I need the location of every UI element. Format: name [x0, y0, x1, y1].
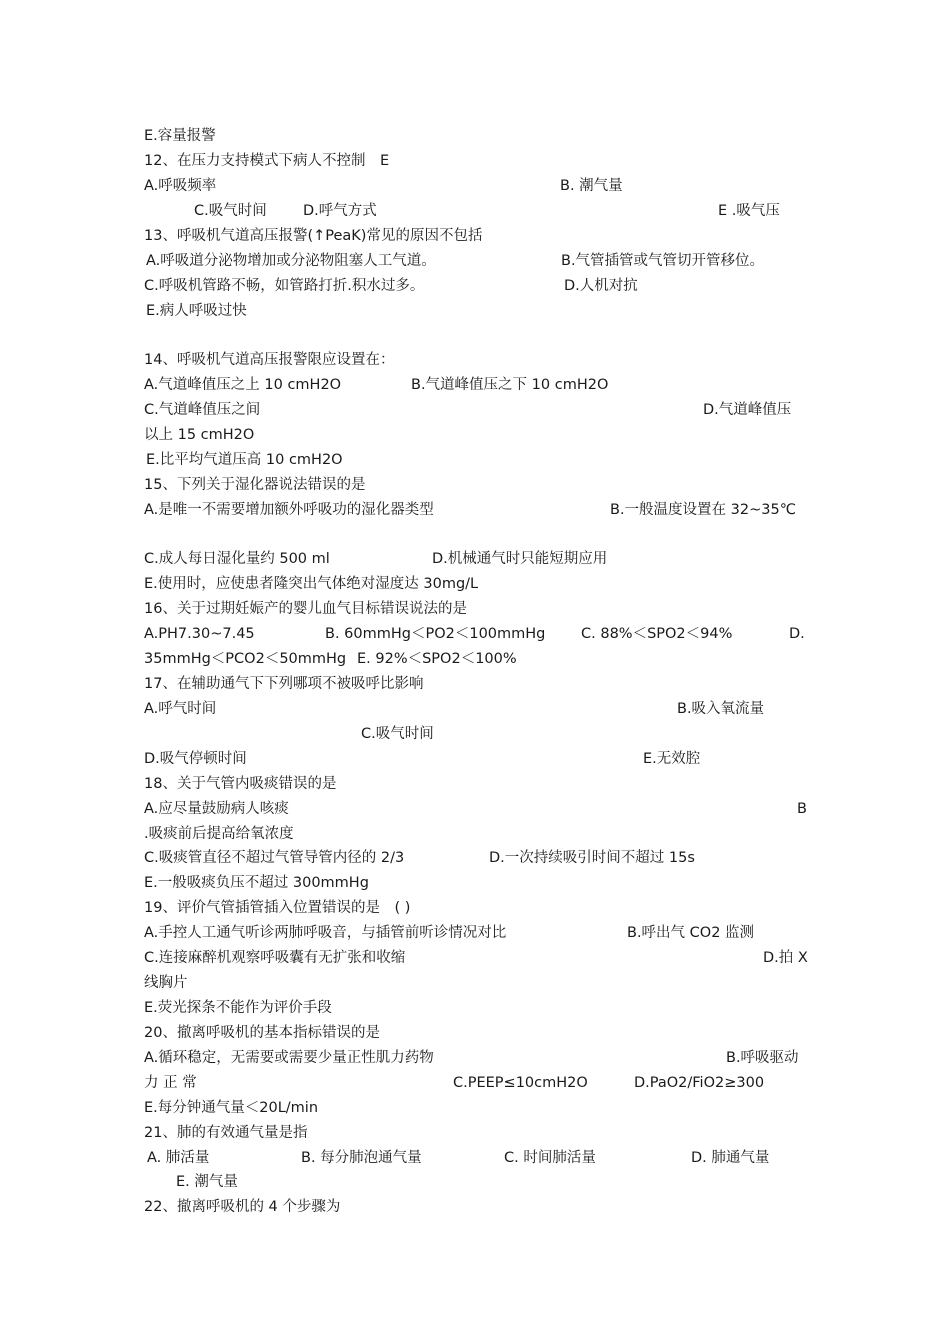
text-line: B.呼出气 CO2 监测: [627, 925, 755, 941]
text-line: 线胸片: [144, 975, 188, 991]
text-line: A.呼吸频率: [144, 178, 217, 194]
text-line: B.气管插管或气管切开管移位。: [561, 253, 765, 269]
text-line: E.病人呼吸过快: [146, 303, 247, 319]
text-line: E.容量报警: [144, 128, 216, 144]
text-line: 12、在压力支持模式下病人不控制 E: [144, 153, 390, 169]
text-line: C. 时间肺活量: [504, 1150, 596, 1166]
text-line: 18、关于气管内吸痰错误的是: [144, 776, 337, 792]
text-line: D.一次持续吸引时间不超过 15s: [489, 850, 695, 866]
text-line: 22、撤离呼吸机的 4 个步骤为: [144, 1199, 341, 1215]
text-line: B. 潮气量: [560, 178, 623, 194]
text-line: A.PH7.30~7.45: [144, 626, 255, 642]
text-line: A.手控人工通气听诊两肺呼吸音，与插管前听诊情况对比: [144, 925, 507, 941]
text-line: B. 每分肺泡通气量: [301, 1150, 422, 1166]
text-line: B.一般温度设置在 32~35℃: [610, 502, 797, 518]
text-line: E.一般吸痰负压不超过 300mmHg: [144, 875, 369, 891]
text-line: 力 正 常: [144, 1075, 197, 1091]
text-line: C.吸气时间: [361, 726, 434, 742]
text-line: A.呼吸道分泌物增加或分泌物阻塞人工气道。: [146, 253, 436, 269]
text-line: B.气道峰值压之下 10 cmH2O: [411, 377, 609, 393]
text-line: 以上 15 cmH2O: [144, 427, 255, 443]
text-line: E.每分钟通气量＜20L/min: [144, 1100, 319, 1116]
text-line: E.使用时，应使患者隆突出气体绝对湿度达 30mg/L: [144, 576, 479, 592]
text-line: E. 92%＜SPO2＜100%: [357, 651, 517, 667]
text-line: B.呼吸驱动: [726, 1050, 799, 1066]
text-line: C.PEEP≤10cmH2O: [453, 1075, 588, 1091]
text-line: D.吸气停顿时间: [144, 751, 247, 767]
text-line: E .吸气压: [718, 203, 780, 219]
text-line: .吸痰前后提高给氧浓度: [144, 826, 294, 842]
text-line: E.荧光探条不能作为评价手段: [144, 1000, 332, 1016]
text-line: 15、下列关于湿化器说法错误的是: [144, 477, 366, 493]
text-line: 14、呼吸机气道高压报警限应设置在：: [144, 352, 395, 368]
text-line: D.人机对抗: [564, 278, 638, 294]
text-line: E. 潮气量: [176, 1174, 238, 1190]
text-line: C.吸痰管直径不超过气管导管内径的 2/3: [144, 850, 405, 866]
text-line: A.是唯一不需要增加额外呼吸功的湿化器类型: [144, 502, 434, 518]
text-line: A.气道峰值压之上 10 cmH2O: [144, 377, 342, 393]
text-line: D.PaO2/FiO2≥300: [634, 1075, 765, 1091]
text-line: 16、关于过期妊娠产的婴儿血气目标错误说法的是: [144, 601, 467, 617]
text-line: A.呼气时间: [144, 701, 217, 717]
text-line: A. 肺活量: [147, 1150, 210, 1166]
text-line: 35mmHg＜PCO2＜50mmHg: [144, 651, 347, 667]
text-line: D.呼气方式: [303, 203, 377, 219]
text-line: 20、撤离呼吸机的基本指标错误的是: [144, 1025, 380, 1041]
text-line: 17、在辅助通气下下列哪项不被吸呼比影响: [144, 676, 424, 692]
text-line: B. 60mmHg＜PO2＜100mmHg: [325, 626, 546, 642]
text-line: A.循环稳定，无需要或需要少量正性肌力药物: [144, 1050, 434, 1066]
text-line: 19、评价气管插管插入位置错误的是 ( ): [144, 900, 411, 916]
text-line: C.呼吸机管路不畅，如管路打折.积水过多。: [144, 278, 425, 294]
text-line: C.成人每日湿化量约 500 ml: [144, 551, 330, 567]
text-line: 13、呼吸机气道高压报警(↑PeaK)常见的原因不包括: [144, 228, 483, 244]
text-line: A.应尽量鼓励病人咳痰: [144, 801, 289, 817]
text-line: D.: [789, 626, 805, 642]
text-line: B: [797, 801, 807, 817]
text-line: E.比平均气道压高 10 cmH2O: [146, 452, 343, 468]
text-line: B.吸入氧流量: [677, 701, 765, 717]
text-line: C. 88%＜SPO2＜94%: [581, 626, 733, 642]
text-line: C.吸气时间: [194, 203, 267, 219]
text-line: 21、肺的有效通气量是指: [144, 1125, 308, 1141]
text-line: D.机械通气时只能短期应用: [432, 551, 608, 567]
text-line: D. 肺通气量: [691, 1150, 770, 1166]
text-line: D.气道峰值压: [703, 402, 792, 418]
text-line: E.无效腔: [643, 751, 701, 767]
text-line: C.连接麻醉机观察呼吸囊有无扩张和收缩: [144, 950, 406, 966]
text-line: D.拍 X: [763, 950, 808, 966]
text-line: C.气道峰值压之间: [144, 402, 261, 418]
